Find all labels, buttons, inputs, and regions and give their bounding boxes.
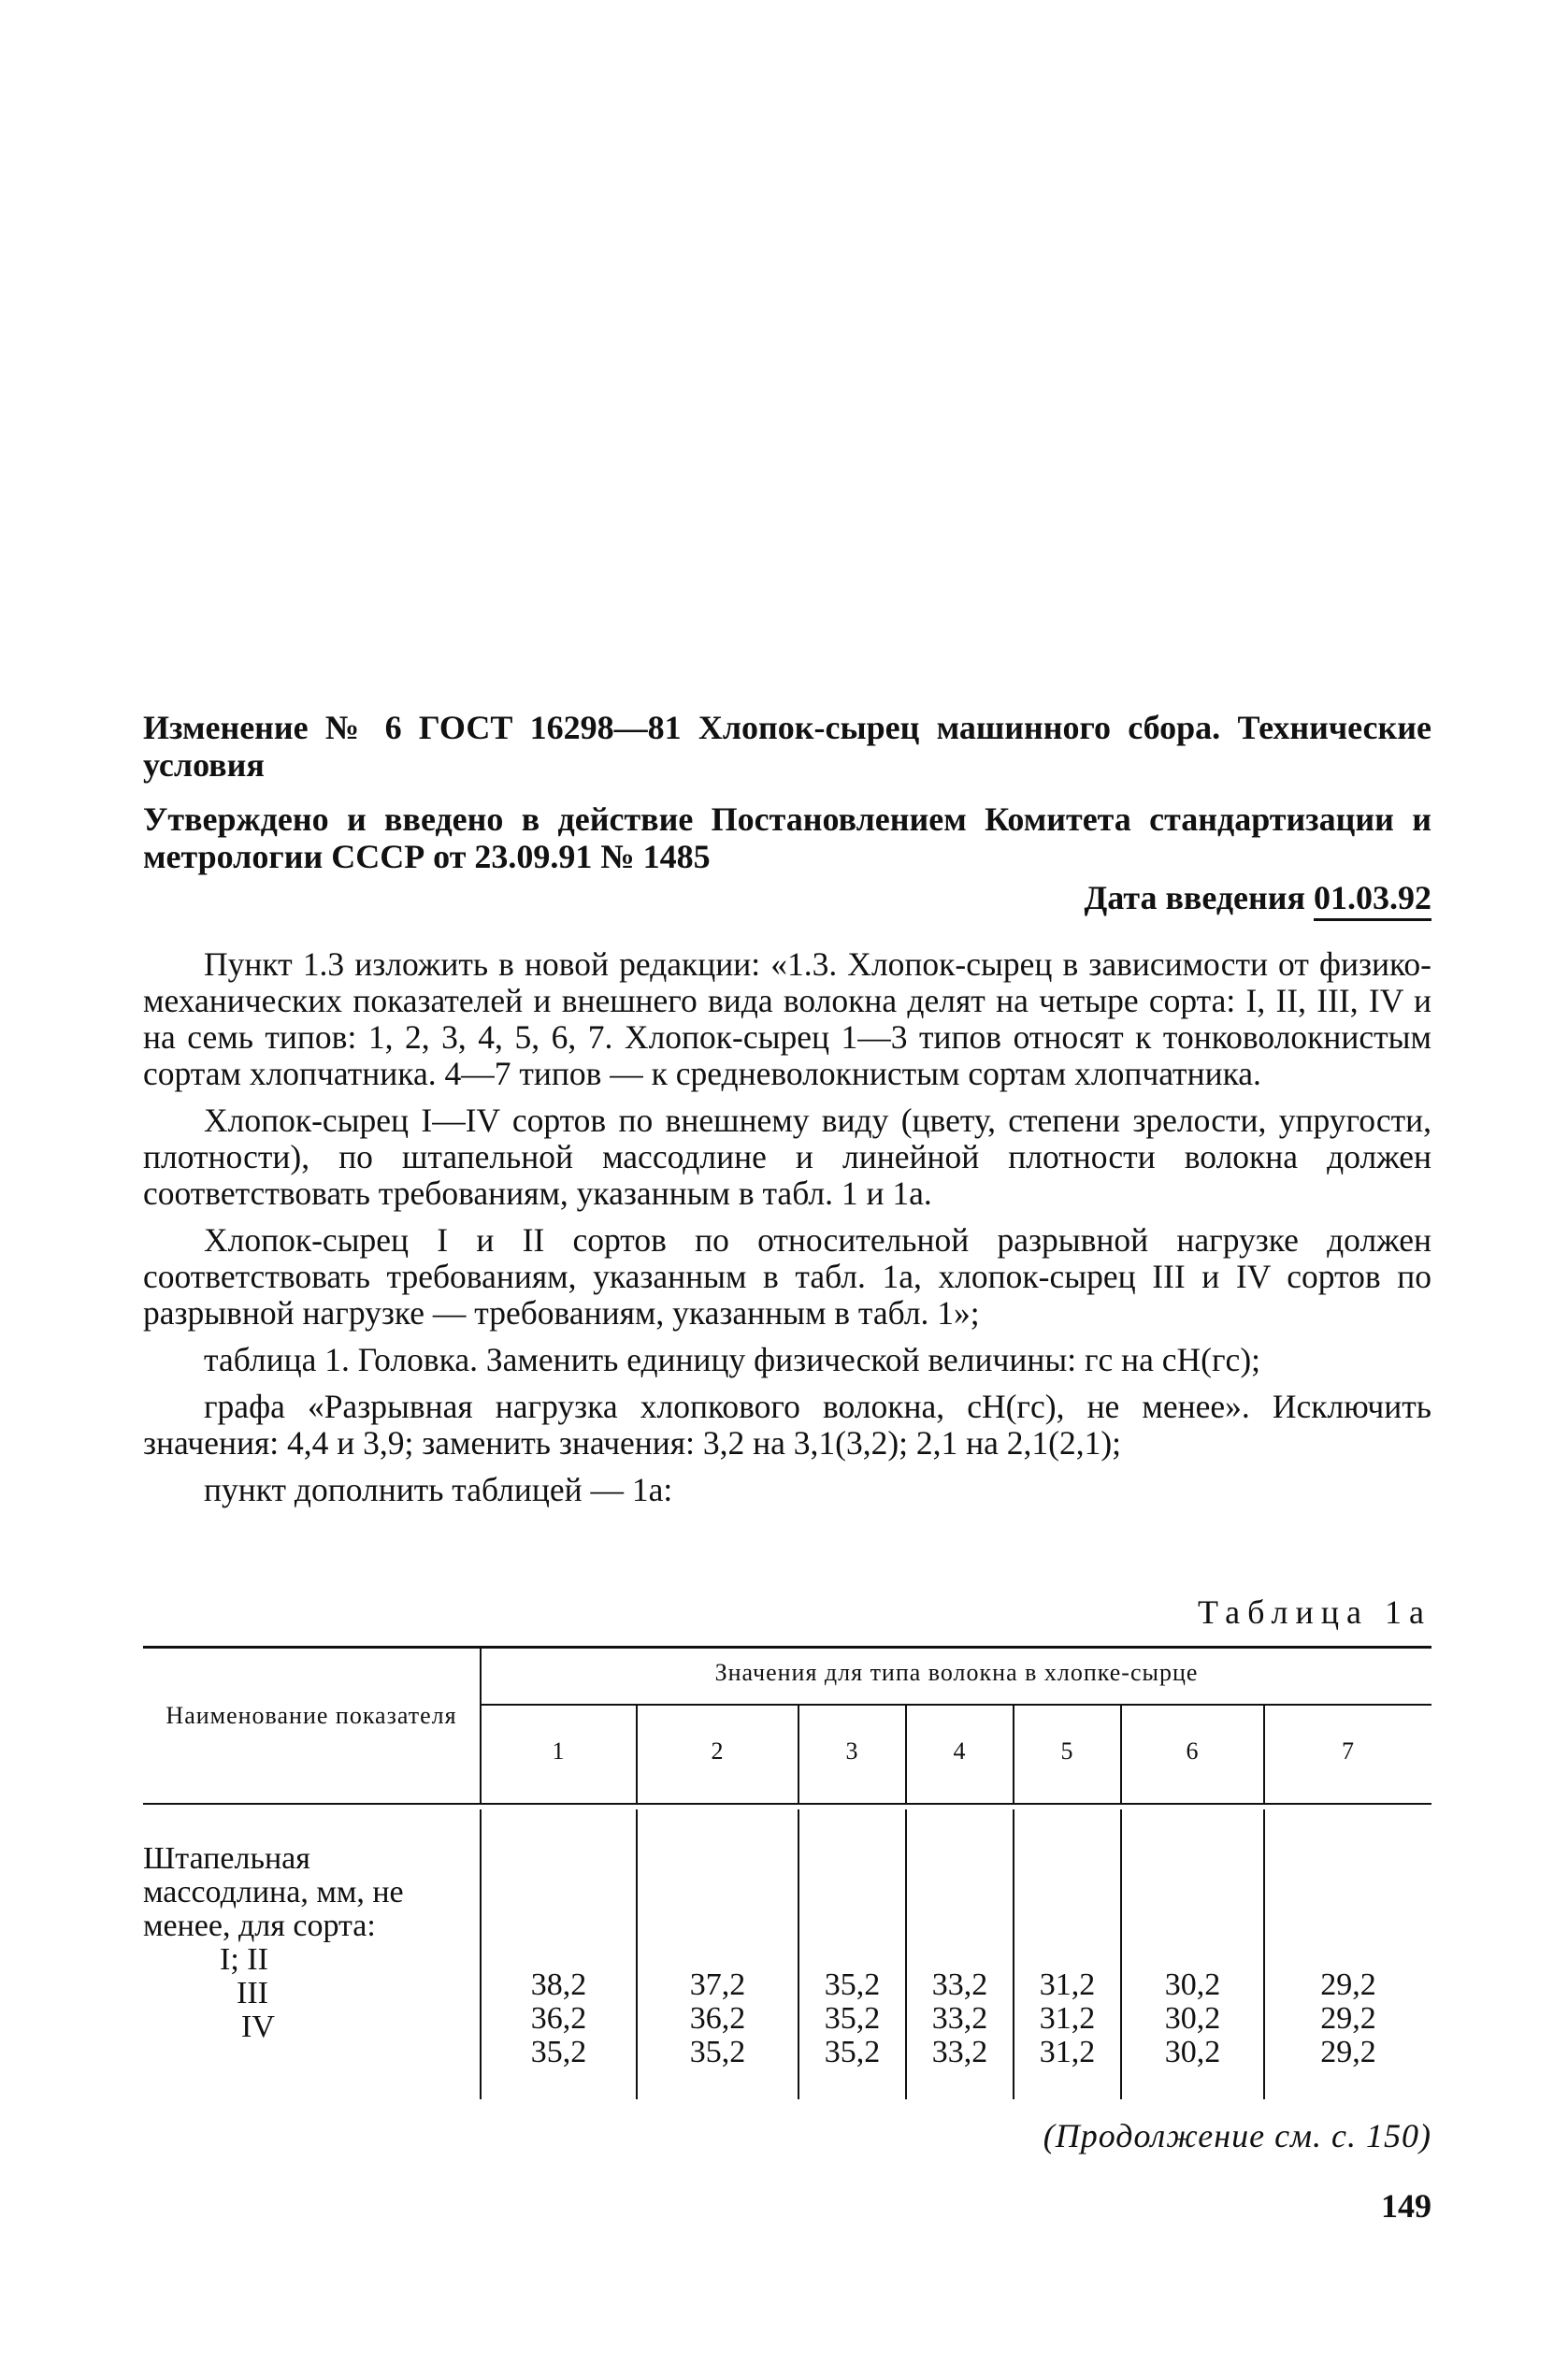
- table-cell: 35,2: [824, 2035, 881, 2069]
- date-label: Дата введения: [1084, 879, 1305, 916]
- approval-statement: Утверждено и введено в действие Постановлением Комитета стандартизации и метрологии СССР от 23.09.91 № 1485: [143, 800, 1431, 875]
- header-group-rule: [482, 1704, 1431, 1706]
- type-header: 7: [1342, 1737, 1355, 1765]
- table-column: [1265, 1968, 1431, 2069]
- table-cell: 36,2: [530, 2001, 587, 2036]
- table-column: [907, 1968, 1013, 2069]
- table-column: [1122, 1968, 1263, 2069]
- table-cell: 30,2: [1164, 1967, 1221, 2002]
- type-header: 6: [1186, 1737, 1200, 1765]
- header-group: Значения для типа волокна в хлопке-сырце: [714, 1659, 1199, 1686]
- paragraph: графа «Разрывная нагрузка хлопкового волокна, сН(гс), не менее». Исключить значения: 4,4 и 3,9; заменить значения: 3,2 на 3,1(3,2); 2,1 на 2,1(2,1);: [143, 1388, 1431, 1462]
- table-cell: 33,2: [931, 2001, 988, 2036]
- header-bottom-rule: [143, 1803, 1431, 1805]
- table-column: [799, 1968, 905, 2069]
- table-cell: 37,2: [689, 1967, 746, 2002]
- row-label: [143, 1842, 480, 2044]
- type-header: 5: [1060, 1737, 1074, 1765]
- table-cell: 31,2: [1039, 2035, 1096, 2069]
- amendment-body: [143, 946, 1431, 1519]
- paragraph: пункт дополнить таблицей — 1а:: [204, 1471, 673, 1508]
- type-header: 1: [552, 1737, 566, 1765]
- type-header: 3: [845, 1737, 859, 1765]
- table-cell: 29,2: [1320, 2001, 1376, 2036]
- paragraph: Хлопок-сырец I и II сортов по относительной разрывной нагрузке должен соответствовать требованиям, указанным в табл. 1а, хлопок-сырец III и IV сортов по разрывной нагрузке — требованиям, указанным в табл. 1»;: [143, 1221, 1431, 1332]
- table-cell: 31,2: [1039, 1967, 1096, 2002]
- table-cell: 29,2: [1320, 2035, 1376, 2069]
- table-cell: 35,2: [824, 1967, 881, 2002]
- table-cell: 35,2: [824, 2001, 881, 2036]
- document-header: [143, 709, 1431, 921]
- paragraph: таблица 1. Головка. Заменить единицу физической величины: гс на сН(гс);: [204, 1341, 1261, 1378]
- table-cell: 35,2: [689, 2035, 746, 2069]
- grade-label: IV: [241, 2010, 275, 2044]
- type-header: 2: [711, 1737, 725, 1765]
- table-cell: 33,2: [931, 2035, 988, 2069]
- continuation-note: (Продолжение см. с. 150): [1043, 2117, 1431, 2154]
- page-number: 149: [1381, 2187, 1431, 2225]
- table-cell: 38,2: [530, 1967, 587, 2002]
- table-column: [482, 1968, 636, 2069]
- table-cell: 29,2: [1320, 1967, 1376, 2002]
- table-column: [1014, 1968, 1120, 2069]
- table-cell: 33,2: [931, 1967, 988, 2002]
- row-label-text: Штапельная массодлина, мм, не менее, для сорта:: [143, 1841, 404, 1943]
- amendment-title: Изменение № 6 ГОСТ 16298—81 Хлопок-сырец машинного сбора. Технические условия: [143, 709, 1431, 784]
- grade-label: III: [237, 1976, 268, 2010]
- table-cell: 30,2: [1164, 2035, 1221, 2069]
- grade-label: I; II: [220, 1942, 268, 1977]
- date-value: 01.03.92: [1314, 879, 1431, 921]
- table-cell: 36,2: [689, 2001, 746, 2036]
- introduction-date: [143, 879, 1431, 921]
- type-header: 4: [953, 1737, 967, 1765]
- table-cell: 35,2: [530, 2035, 587, 2069]
- table-top-rule: [143, 1646, 1431, 1649]
- table-cell: 30,2: [1164, 2001, 1221, 2036]
- table-cell: 31,2: [1039, 2001, 1096, 2036]
- table-caption: Таблица 1а: [1198, 1593, 1431, 1631]
- paragraph: Пункт 1.3 изложить в новой редакции: «1.3. Хлопок-сырец в зависимости от физико-механических показателей и внешнего вида волокна делят на четыре сорта: I, II, III, IV и на семь типов: 1, 2, 3, 4, 5, 6, 7. Хлопок-сырец 1—3 типов относят к тонковолокнистым сортам хлопчатника. 4—7 типов — к средневолокнистым сортам хлопчатника.: [143, 945, 1431, 1092]
- table-column: [638, 1968, 798, 2069]
- table-1a: [143, 1646, 1431, 2104]
- header-indicator: Наименование показателя: [165, 1702, 457, 1729]
- paragraph: Хлопок-сырец I—IV сортов по внешнему виду (цвету, степени зрелости, упругости, плотности), по штапельной массодлине и линейной плотности волокна должен соответствовать требованиям, указанным в табл. 1 и 1а.: [143, 1102, 1431, 1212]
